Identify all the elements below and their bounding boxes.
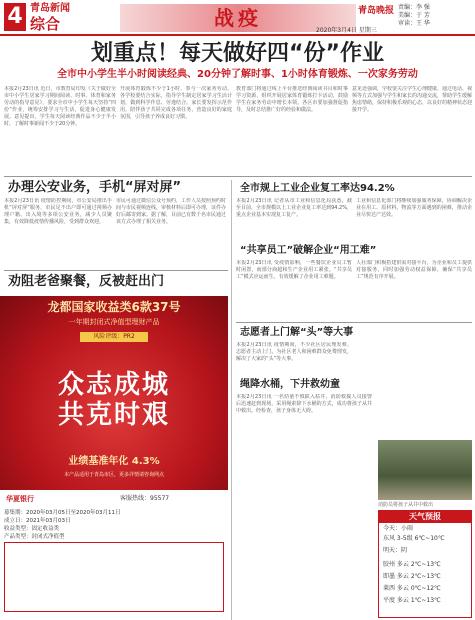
article-title-shared-staff: “共享员工”破解企业“用工难” <box>240 245 377 256</box>
editor-line: 责编：李 强 <box>398 4 430 11</box>
lead-body-col-3: 教育部门将通过线上平台推送经典阅读书目和时事学习资源，组织开展居家体育锻炼打卡活动，鼓励学生在家务劳动中增长本领。各区市要加强督促指导，及时总结推广好的经验和做法。 <box>236 86 348 113</box>
ad-product-name: 龙都国家收益类6款37号 <box>47 300 181 314</box>
photo-caption: 消防员将孩子从井中救出 <box>378 502 434 508</box>
ad-product-type: 一年期封闭式净值型理财产品 <box>68 318 160 326</box>
issue-date: 2020年3月4日 星期三 <box>316 27 377 34</box>
page-number: 4 <box>4 3 26 31</box>
banner-title: 战疫 <box>214 6 262 30</box>
weather-line: 莱西 多云 0℃~12℃ <box>383 585 441 592</box>
ad-slogan-1: 众志成城 <box>57 370 170 400</box>
ad-risk-level: 风险评级：PR2 <box>80 332 148 342</box>
weather-line: 胶州 多云 2℃~13℃ <box>383 561 441 568</box>
branch-list-box <box>4 542 224 612</box>
ad-notes: 本产品适用于青岛市区，更多详情请咨询网点 <box>63 472 164 478</box>
weather-line: 东风 3-5级 6℃~10℃ <box>383 535 445 542</box>
ad-info-line: 成立日：2021年03月03日 <box>4 518 71 524</box>
ad-info-line: 收益类型：固定收益类 <box>4 526 60 532</box>
ad-slogan-2: 共克时艰 <box>57 400 170 430</box>
article-body-volunteer-1: 本报2月23日讯 疫情期间，不少社区居民理发难。志愿者主动上门，为社区老人和困难群众免费理发，解决了大家的“头”等大事。 <box>236 342 352 362</box>
article-body-shared-staff-1: 本报2月23日讯 受疫情影响，一些餐饮企业员工暂时闲置，而部分商超和生产企业用工紧张。“共享员工”模式应运而生，有效缓解了企业用工难题。 <box>236 260 352 280</box>
ad-footer <box>0 490 228 508</box>
article-title-industry: 全市规上工业企业复工率达94.2% <box>240 183 395 194</box>
masthead <box>0 0 475 36</box>
article-body-well: 本报2月23日讯 一名幼童不慎跌入枯井，消防救援人员接警后迅速赶到现场，采用绳索降下水桶的方式，成功将孩子从井中救出。经检查，孩子身体无大碍。 <box>236 394 372 414</box>
editor-line: 审读：王 华 <box>398 20 430 27</box>
weather-line: 平度 多云 1℃~13℃ <box>383 597 441 604</box>
weather-line: 即墨 多云 2℃~13℃ <box>383 573 441 580</box>
ad-rate: 业绩基准年化 4.3% <box>68 456 160 467</box>
divider <box>4 176 472 177</box>
bank-logo: 华夏银行 <box>6 495 34 503</box>
ad-info-line: 产品类型：封闭式净值型 <box>4 534 65 540</box>
article-body-police-1: 本报2月23日讯 疫情防控期间，市公安局推出手机“屏对屏”服务，市民足不出户即可通过视频办理户籍、出入境等多项公安业务，减少人员聚集，有效降低疫情传播风险，受到群众欢迎。 <box>4 198 112 225</box>
article-body-police-2: 市民可通过微信公众号预约，工作人员按照预约时间与市民视频连线，审核材料后即可办理，证件办好后邮寄到家。据了解，目前已有数千名市民通过该方式办理了相关业务。 <box>116 198 226 225</box>
ad-info-line: 募集期：2020年03月05日至2020年03月11日 <box>4 510 121 516</box>
section-label: 综合 <box>30 15 61 33</box>
article-title-dinner: 劝阻老爸聚餐，反被赶出门 <box>8 274 165 289</box>
divider <box>4 270 228 271</box>
weather-line: 今天：小雨 <box>383 525 414 532</box>
weather-box <box>378 510 472 618</box>
article-title-police: 办理公安业务，手机“屏对屏” <box>8 180 182 195</box>
article-body-industry-2: 工业和信息化部门将继续加强服务保障，协调解决企业在用工、原材料、物流等方面遇到的困难，推动企业尽快达产达效。 <box>356 198 472 218</box>
article-body-shared-staff-2: 人社部门积极搭建供需对接平台，为企业和员工提供对接服务，同时加强劳动权益保障，确保“共享员工”规范有序开展。 <box>356 260 472 280</box>
article-body-industry-1: 本报2月23日讯 记者从市工业和信息化局获悉，截至目前，全市规模以上工业企业复工率达到94.2%，重点企业基本实现复工复产。 <box>236 198 352 218</box>
newspaper-logo: 青岛晚报 <box>357 6 394 16</box>
lead-body-col-2: 开展体育锻炼不少于1小时，参与一次家务劳动。各学校要结合实际，指导学生制定居家学习生活计划，做到科学作息、劳逸结合。家长要发挥示范作用，陪伴孩子共同完成各项任务，营造良好的家庭氛围，引导孩子养成良好习惯。 <box>120 86 232 120</box>
editor-info <box>398 4 472 28</box>
main-subheadline: 全市中小学生半小时阅读经典、20分钟了解时事、1小时体育锻炼、一次家务劳动 <box>57 69 418 80</box>
weather-line: 明天：阴 <box>383 547 408 554</box>
bank-advertisement <box>0 296 228 508</box>
weather-title: 天气预报 <box>379 511 471 523</box>
article-title-volunteer: 志愿者上门解“头”等大事 <box>240 327 354 338</box>
column-divider <box>231 180 232 620</box>
editor-line: 美编：于 芳 <box>398 12 430 19</box>
article-title-well: 绳降水桶，下井救幼童 <box>240 379 340 390</box>
divider <box>236 322 472 323</box>
section-label-small: 青岛新闻 <box>30 3 70 14</box>
lead-body-col-4: 意见还强调，学校要关注学生心理健康，通过电话、视频等方式加强与学生和家长的沟通交流，帮助学生缓解焦虑情绪，保持积极乐观的心态，以良好的精神状态迎接开学。 <box>352 86 472 113</box>
news-photo <box>378 440 472 500</box>
bank-phone: 客服热线：95577 <box>120 495 170 502</box>
main-headline: 划重点！每天做好四“份”作业 <box>91 41 384 66</box>
lead-body-col-1: 本报2月23日讯 近日，市教育局印发《关于做好全市中小学生居家学习期间阅读、时事、体育和家务劳动的指导意见》，要求全市中小学生每天坚持“四份”作业，统筹安排学习与生活，促进身心健康发展。意见提出，学生每天阅读经典作品不少于半小时，了解时事新闻不少于20分钟。 <box>4 86 116 127</box>
